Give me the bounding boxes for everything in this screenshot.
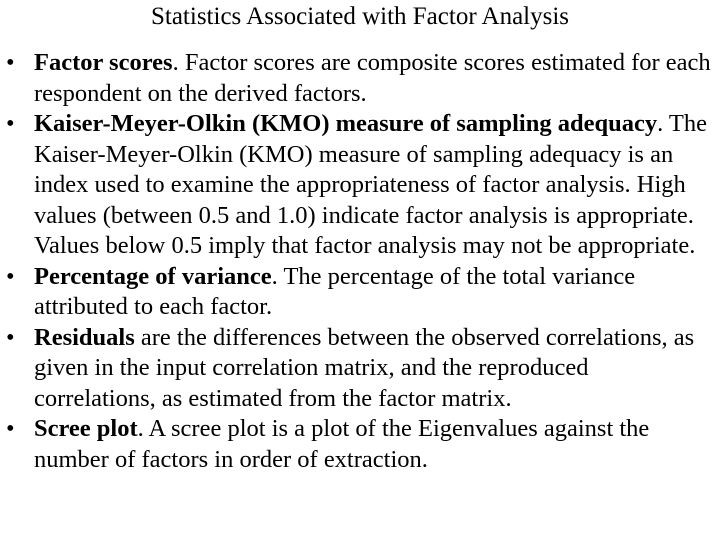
bullet-percentage-of-variance [0, 262, 712, 323]
bullet-dot: • [6, 262, 15, 290]
bullet-dot: • [6, 323, 15, 351]
bullet-list [0, 48, 712, 475]
bullet-term: Kaiser-Meyer-Olkin (KMO) measure of sampling adequacy [34, 110, 658, 137]
bullet-dot: • [6, 49, 15, 76]
bullet-kmo-measure [0, 109, 712, 262]
bullet-text: . A scree plot is a plot of the Eigenvalues against the number of factors in order of extraction. [34, 415, 650, 473]
bullet-scree-plot [0, 414, 712, 475]
bullet-factor-scores [0, 48, 712, 109]
bullet-term: Factor scores [34, 49, 173, 76]
slide-title: Statistics Associated with Factor Analysis [150, 3, 570, 30]
bullet-term: Percentage of variance [34, 262, 272, 290]
bullet-term: Scree plot [34, 415, 138, 442]
bullet-term: Residuals [34, 323, 135, 351]
bullet-text: . The percentage of the total variance attributed to each factor. [34, 262, 636, 320]
bullet-text: . The Kaiser-Meyer-Olkin (KMO) measure of sampling adequacy is an index used to examine the appropriateness of factor analysis. High values (between 0.5 and 1.0) indicate factor analysis is appropriate. Values below 0.5 imply that factor analysis may not be appropriate. [34, 110, 707, 259]
bullet-residuals [0, 323, 712, 415]
bullet-dot: • [6, 110, 15, 137]
bullet-text: are the differences between the observed correlations, as given in the input correlation matrix, and the reproduced correlations, as estimated from the factor matrix. [34, 323, 695, 412]
bullet-text: . Factor scores are composite scores estimated for each respondent on the derived factors. [34, 49, 711, 107]
bullet-dot: • [6, 415, 15, 442]
